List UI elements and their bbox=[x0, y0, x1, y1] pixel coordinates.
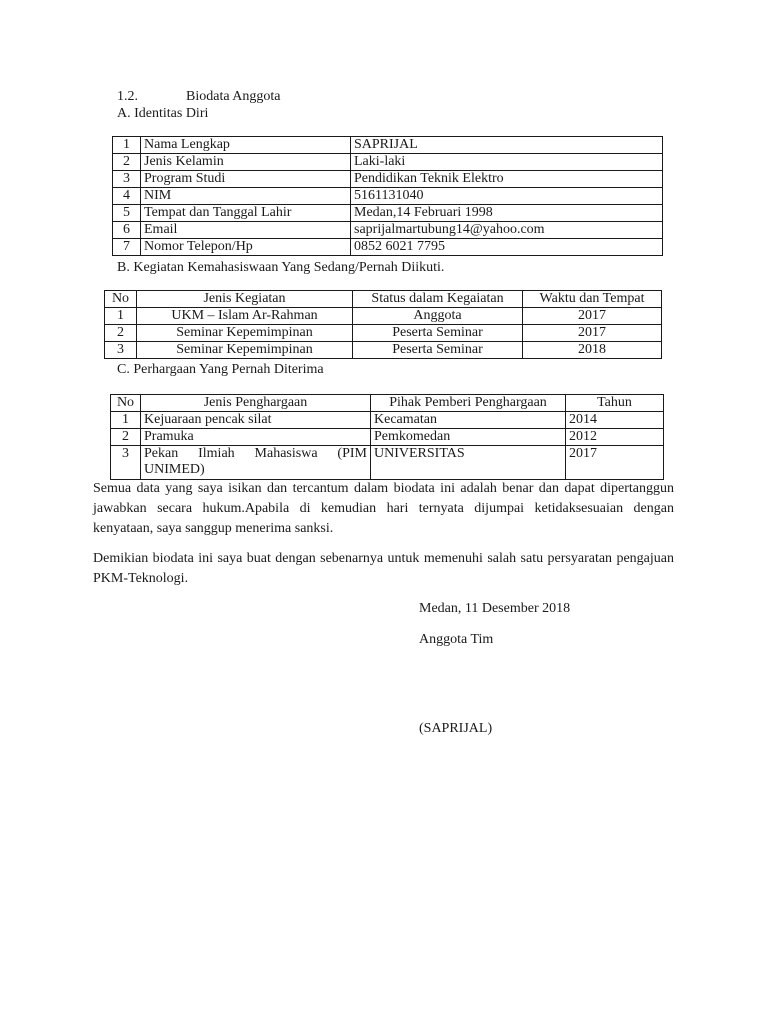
row-number: 3 bbox=[105, 342, 137, 359]
column-header: No bbox=[111, 395, 141, 412]
row-number: 7 bbox=[113, 239, 141, 256]
table-row bbox=[113, 137, 663, 154]
row-number: 4 bbox=[113, 188, 141, 205]
row-number: 2 bbox=[111, 429, 141, 446]
activity-time: 2017 bbox=[523, 325, 662, 342]
identity-value: saprijalmartubung14@yahoo.com bbox=[351, 222, 663, 239]
identity-label: Nama Lengkap bbox=[141, 137, 351, 154]
identity-value: 0852 6021 7795 bbox=[351, 239, 663, 256]
table-row bbox=[113, 171, 663, 188]
column-header: Pihak Pemberi Penghargaan bbox=[371, 395, 566, 412]
part-c-heading: C. Perhargaan Yang Pernah Diterima bbox=[117, 362, 324, 377]
table-row bbox=[105, 325, 662, 342]
award-giver: Pemkomedan bbox=[371, 429, 566, 446]
identity-label: Email bbox=[141, 222, 351, 239]
column-header: Waktu dan Tempat bbox=[523, 291, 662, 308]
signature-place-date: Medan, 11 Desember 2018 bbox=[419, 601, 571, 616]
identity-label: NIM bbox=[141, 188, 351, 205]
row-number: 6 bbox=[113, 222, 141, 239]
award-year: 2012 bbox=[566, 429, 664, 446]
activities-table bbox=[104, 290, 662, 359]
table-row bbox=[113, 205, 663, 222]
table-row bbox=[111, 412, 664, 429]
part-a-heading: A. Identitas Diri bbox=[117, 106, 209, 121]
signature-role: Anggota Tim bbox=[419, 632, 494, 647]
table-row bbox=[113, 188, 663, 205]
closing-paragraph: Demikian biodata ini saya buat dengan sebenarnya untuk memenuhi salah satu persyaratan pengajuan PKM-Teknologi. bbox=[93, 551, 674, 586]
signature-name: (SAPRIJAL) bbox=[419, 721, 493, 736]
table-row bbox=[113, 239, 663, 256]
table-row bbox=[111, 446, 664, 480]
activity-name: Seminar Kepemimpinan bbox=[137, 325, 353, 342]
identity-label: Nomor Telepon/Hp bbox=[141, 239, 351, 256]
row-number: 3 bbox=[113, 171, 141, 188]
identity-label: Jenis Kelamin bbox=[141, 154, 351, 171]
row-number: 1 bbox=[105, 308, 137, 325]
table-row bbox=[113, 154, 663, 171]
award-name: Kejuaraan pencak silat bbox=[141, 412, 371, 429]
column-header: Jenis Penghargaan bbox=[141, 395, 371, 412]
activity-status: Anggota bbox=[353, 308, 523, 325]
column-header: Tahun bbox=[566, 395, 664, 412]
identity-value: 5161131040 bbox=[351, 188, 663, 205]
row-number: 2 bbox=[105, 325, 137, 342]
activity-time: 2017 bbox=[523, 308, 662, 325]
identity-label: Tempat dan Tanggal Lahir bbox=[141, 205, 351, 222]
row-number: 2 bbox=[113, 154, 141, 171]
row-number: 1 bbox=[113, 137, 141, 154]
activity-status: Peserta Seminar bbox=[353, 325, 523, 342]
identity-value: Pendidikan Teknik Elektro bbox=[351, 171, 663, 188]
column-header: No bbox=[105, 291, 137, 308]
activity-name: Seminar Kepemimpinan bbox=[137, 342, 353, 359]
row-number: 1 bbox=[111, 412, 141, 429]
award-name: Pramuka bbox=[141, 429, 371, 446]
row-number: 5 bbox=[113, 205, 141, 222]
activity-status: Peserta Seminar bbox=[353, 342, 523, 359]
statement-paragraph: Semua data yang saya isikan dan tercantum dalam biodata ini adalah benar dan dapat dipertanggun jawabkan secara hukum.Apabila di kemudian hari ternyata dijumpai ketidaksesuaian dengan kenyataan, saya sanggup menerima sanksi. bbox=[93, 481, 674, 536]
table-row bbox=[105, 342, 662, 359]
award-year: 2014 bbox=[566, 412, 664, 429]
identity-value: Medan,14 Februari 1998 bbox=[351, 205, 663, 222]
row-number: 3 bbox=[111, 446, 141, 480]
table-header-row bbox=[111, 395, 664, 412]
table-row bbox=[111, 429, 664, 446]
part-b-heading: B. Kegiatan Kemahasiswaan Yang Sedang/Pernah Diikuti. bbox=[117, 260, 445, 275]
column-header: Status dalam Kegaiatan bbox=[353, 291, 523, 308]
table-row bbox=[113, 222, 663, 239]
identity-label: Program Studi bbox=[141, 171, 351, 188]
table-header-row bbox=[105, 291, 662, 308]
award-name: Pekan Ilmiah Mahasiswa (PIM UNIMED) bbox=[141, 446, 371, 480]
identity-table bbox=[112, 136, 663, 256]
award-year: 2017 bbox=[566, 446, 664, 480]
award-giver: Kecamatan bbox=[371, 412, 566, 429]
section-title: Biodata Anggota bbox=[186, 89, 281, 104]
column-header: Jenis Kegiatan bbox=[137, 291, 353, 308]
activity-time: 2018 bbox=[523, 342, 662, 359]
activity-name: UKM – Islam Ar-Rahman bbox=[137, 308, 353, 325]
identity-value: Laki-laki bbox=[351, 154, 663, 171]
identity-value: SAPRIJAL bbox=[351, 137, 663, 154]
awards-table bbox=[110, 394, 664, 480]
table-row bbox=[105, 308, 662, 325]
section-number: 1.2. bbox=[117, 89, 138, 104]
award-giver: UNIVERSITAS bbox=[371, 446, 566, 480]
